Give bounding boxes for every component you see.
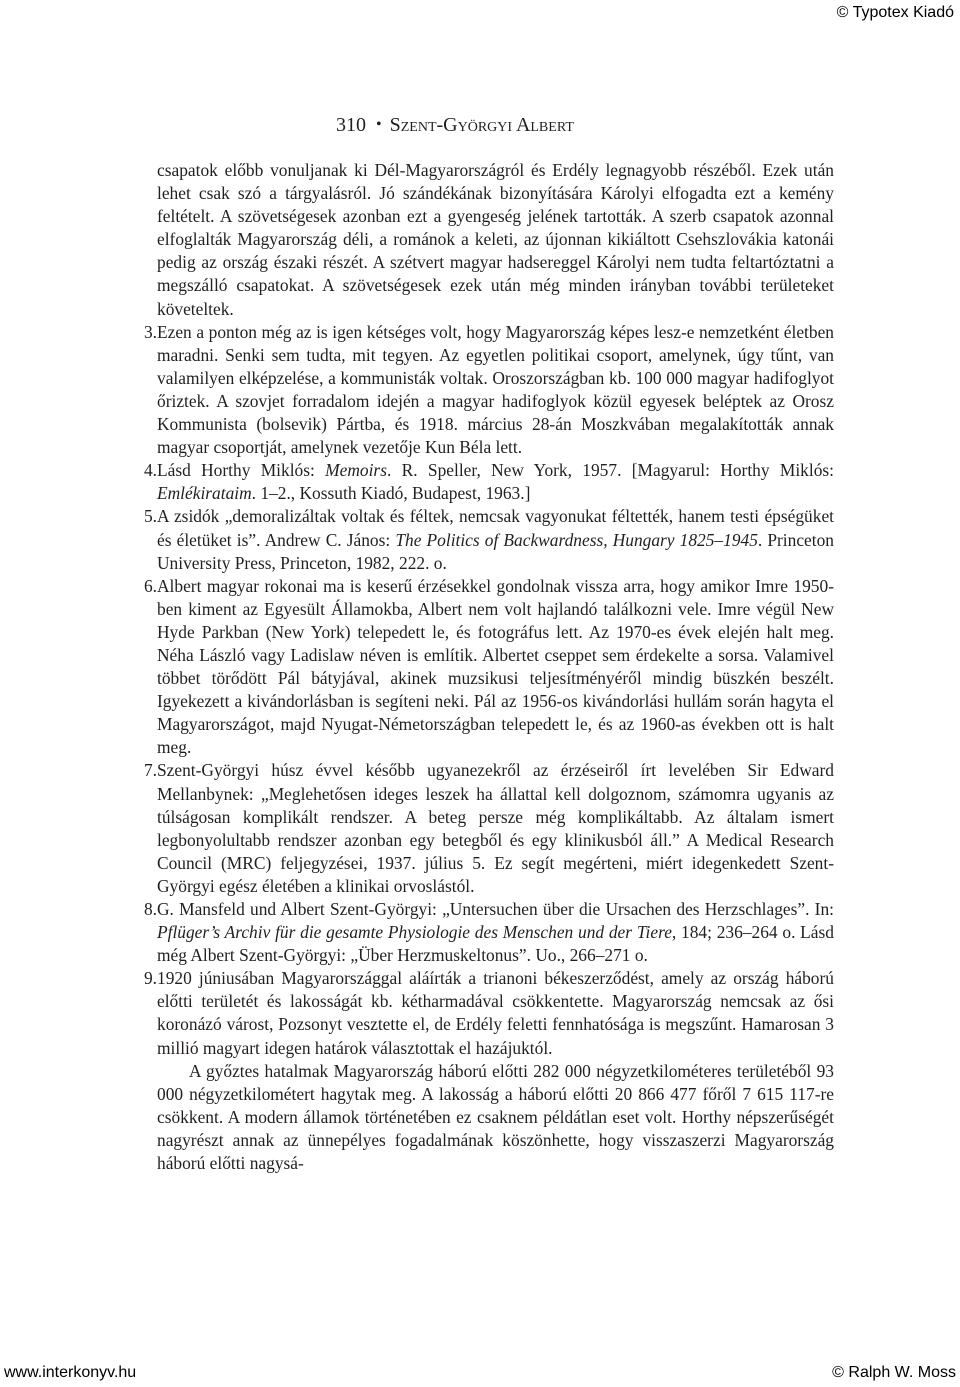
note-text: Albert magyar rokonai ma is keserű érzésekkel gondolnak vissza arra, hogy amikor Imre 1950-ben kiment az Egyesült Államokba, Albert nem volt hajlandó találkozni vele. Imre végül New Hyde Parkban (New York) telepedett le, és fotográfus lett. Az 1970-es évek elején halt meg. Néha László vagy Ladislaw néven is említik. Albertet cseppet sem érdekelte a sorsa. Valamivel többet törődött Pál bátyjával, akinek muzsikusi teljesítményéről mindig büszkén beszélt. Igyekezett a kivándorlásban is segíteni neki. Pál az 1956-os kivándorlási hullám során hagyta el Magyarországot, majd Nyugat-Németországban telepedett le, és az 1960-as években ott is halt meg. xyxy=(157,575,834,758)
website-link[interactable]: www.interkonyv.hu xyxy=(4,1364,137,1381)
journal-title: Pflüger’s Archiv für die gesamte Physiologie des Menschen und der Tiere xyxy=(157,922,672,943)
note-text: 1920 júniusában Magyarországgal aláírták a trianoni békeszerződést, amely az ország háború előtti területét és lakosságát kb. kétharmadával csökkentette. Magyarország nemcsak az ősi koronázó várost, Pozsonyt vesztette el, de Erdély feletti fennhatósága is megszűnt. Hamarosan 3 millió magyart idegen határok választottak el hazájuktól. xyxy=(157,968,834,1058)
note-text: Ezen a ponton még az is igen kétséges volt, hogy Magyarország képes lesz-e nemzetként életben maradni. Senki sem tudta, mit tegyen. Az egyetlen politikai csoport, amelynek, úgy tűnt, van valamilyen elképzelése, a kommunisták voltak. Oroszországban kb. 100 000 magyar hadifoglyot őriztek. A szovjet forradalom idején a magyar hadifoglyok közül egyesek beléptek az Orosz Kommunista (bolsevik) Pártba, és 1918. március 28-án Moszkvában megalakították annak magyar csoportját, amelynek vezetője Kun Béla lett. xyxy=(157,321,834,458)
note-2-continuation: csapatok előbb vonuljanak ki Dél-Magyarországról és Erdély legnagyobb részéből. Ezek után lehet csak szó a tárgyalásról. Jó szándékának bizonyítására Károlyi elfogadta ezt a kemény feltételt. A szövetségesek azonban ezt a gyengeség jelének tartották. A szerb csapatok azonnal elfoglalták Magyarország déli, a románok a keleti, az újonnan kikiáltott Csehszlovákia katonái pedig az ország északi részét. A szétvert magyar hadsereggel Károlyi nem tudta feltartóztatni a megszálló csapatokat. A szövetségesek ezek után még minden irányban további területeket követeltek. xyxy=(157,160,834,319)
note-5 xyxy=(134,505,834,574)
copyright-author: © Ralph W. Moss xyxy=(832,1364,956,1381)
note-text: G. Mansfeld und Albert Szent-Györgyi: „Untersuchen über die Ursachen des Herzschlages”. In: Pflüger’s Archiv für die gesamte Physiologie des Menschen und der Tiere, 184; 236–264 o. Lásd még Albert Szent-Györgyi: „Über Herzmuskeltonus”. Uo., 266–271 o. xyxy=(157,899,834,966)
note-8 xyxy=(134,898,834,967)
note-number: 6. xyxy=(143,575,157,596)
endnotes-text xyxy=(134,159,834,1175)
note-number: 7. xyxy=(143,760,157,781)
note-number: 4. xyxy=(143,460,157,481)
bullet-separator: • xyxy=(376,116,382,133)
note-9 xyxy=(134,967,834,1059)
note-text: Szent-Györgyi húsz évvel később ugyanezekről az érzéseiről írt levelében Sir Edward Mellanbynek: „Meglehetősen ideges leszek ha állattal kell dolgoznom, számomra ugyanis az túlságosan komplikált rendszer. A beteg persze még komplikáltabb. Az általam ismert legbonyolultabb rendszer azonban egy betegből és egy klinikusból áll.” A Medical Research Council (MRC) feljegyzései, 1937. július 5. Ez segít megérteni, miért idegenkedett Szent-Györgyi egész életében a klinikai orvoslástól. xyxy=(157,760,834,896)
note-number: 5. xyxy=(143,506,157,527)
note-number: 3. xyxy=(143,321,157,342)
note-3 xyxy=(134,321,834,460)
book-title: The Politics of Backwardness, Hungary 1825–1945 xyxy=(395,529,758,550)
note-number: 9. xyxy=(143,968,157,989)
note-9-paragraph: A győztes hatalmak Magyarország háború előtti 282 000 négyzetkilométeres területéből 93 000 négyzetkilométert hagytak meg. A lakosság a háború előtti 20 866 477 főről 7 615 117-re csökkent. A modern államok történetében ez csaknem példátlan eset volt. Horthy népszerűségét nagyrészt annak az ünnepélyes fogadalmának köszönhette, hogy visszaszerzi Magyarország háború előtti nagysá- xyxy=(157,1060,834,1174)
note-number: 8. xyxy=(143,899,157,919)
copyright-publisher: © Typotex Kiadó xyxy=(836,4,954,21)
running-head xyxy=(336,114,574,137)
page-number: 310 xyxy=(336,114,366,136)
note-6 xyxy=(134,575,834,760)
running-head-author: Szent-Györgyi Albert xyxy=(389,114,574,136)
book-title: Memoirs xyxy=(325,460,387,481)
note-text: Lásd Horthy Miklós: Memoirs. R. Speller, New York, 1957. [Magyarul: Horthy Miklós: Emlékirataim. 1–2., Kossuth Kiadó, Budapest, 1963.] xyxy=(157,460,834,504)
note-text: A zsidók „demoralizáltak voltak és féltek, nemcsak vagyonukat féltették, hanem testi épségüket és életüket is”. Andrew C. János: The Politics of Backwardness, Hungary 1825–1945. Princeton University Press, Princeton, 1982, 222. o. xyxy=(157,506,834,573)
note-7 xyxy=(134,759,834,898)
book-title: Emlékirataim xyxy=(157,483,252,504)
note-4 xyxy=(134,459,834,505)
